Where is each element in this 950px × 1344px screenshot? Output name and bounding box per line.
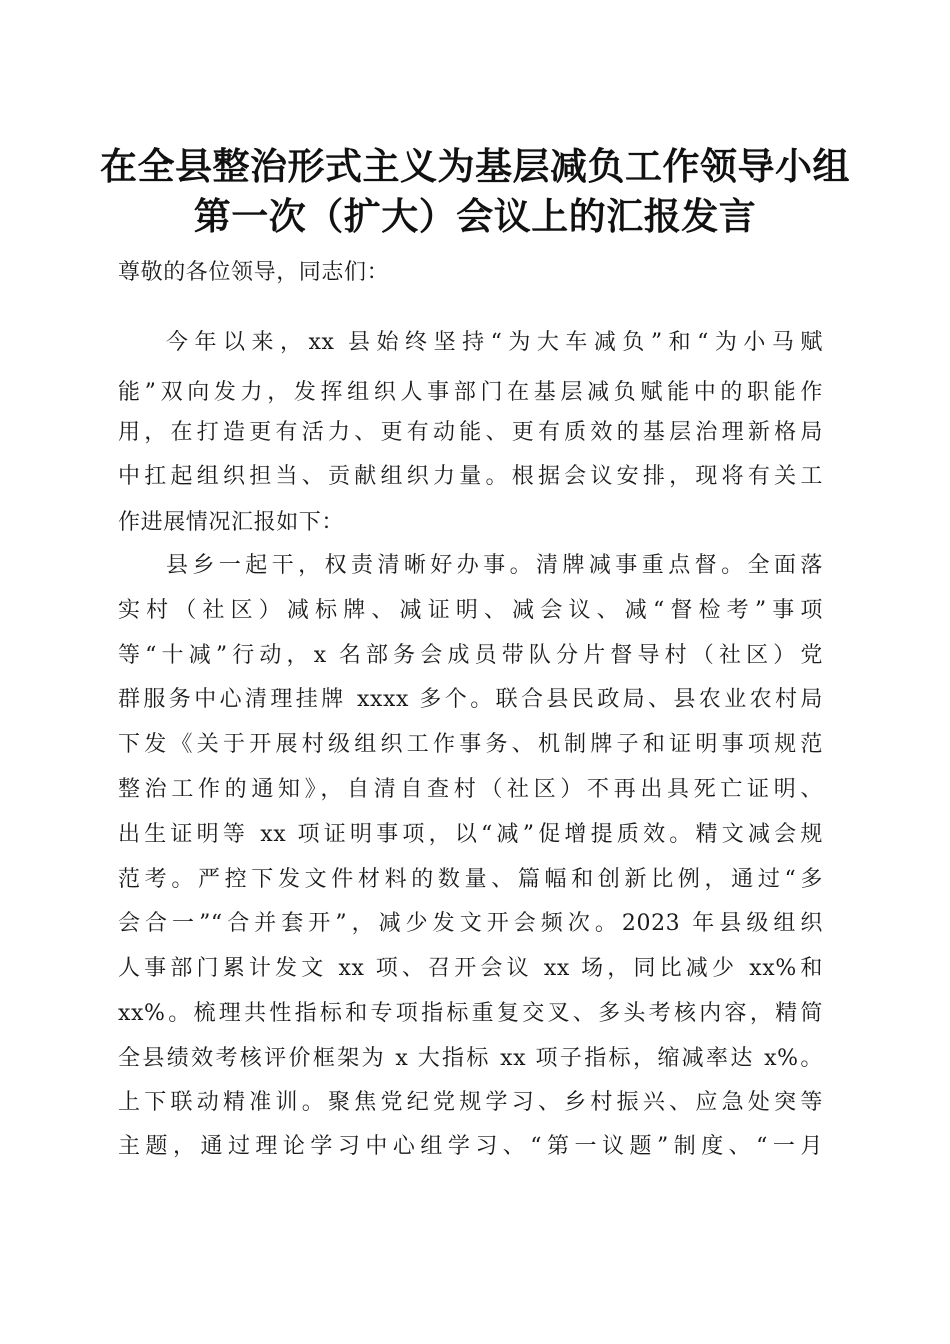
paragraph-line: 作进展情况汇报如下： <box>118 510 345 535</box>
paragraph-line: 上下联动精准训。聚焦党纪党规学习、乡村振兴、应急处突等 <box>118 1090 823 1115</box>
paragraph-line: 等“十减”行动，x 名部务会成员带队分片督导村（社区）党 <box>118 643 823 668</box>
paragraph-line: 人事部门累计发文 xx 项、召开会议 xx 场，同比减少 xx%和 <box>118 956 823 981</box>
paragraph-line: 下发《关于开展村级组织工作事务、机制牌子和证明事项规范 <box>118 732 823 757</box>
document-title-line-2: 第一次（扩大）会议上的汇报发言 <box>193 194 757 238</box>
paragraph-line: 整治工作的通知》，自清自查村（社区）不再出具死亡证明、 <box>118 777 823 802</box>
paragraph-line: xx%。梳理共性指标和专项指标重复交叉、多头考核内容，精简 <box>118 1001 823 1026</box>
paragraph-line: 会合一”“合并套开”，减少发文开会频次。2023 年县级组织 <box>118 911 823 936</box>
paragraph-line: 用，在打造更有活力、更有动能、更有质效的基层治理新格局 <box>118 420 823 445</box>
paragraph-line: 实村（社区）减标牌、减证明、减会议、减“督检考”事项 <box>118 598 823 623</box>
paragraph-line: 全县绩效考核评价框架为 x 大指标 xx 项子指标，缩减率达 x%。 <box>118 1046 823 1071</box>
paragraph-line: 县乡一起干，权责清晰好办事。清牌减事重点督。全面落 <box>166 553 823 578</box>
salutation: 尊敬的各位领导，同志们： <box>118 260 390 285</box>
paragraph-line: 范考。严控下发文件材料的数量、篇幅和创新比例，通过“多 <box>118 867 823 892</box>
paragraph-line: 中扛起组织担当、贡献组织力量。根据会议安排，现将有关工 <box>118 464 823 489</box>
paragraph-line: 群服务中心清理挂牌 xxxx 多个。联合县民政局、县农业农村局 <box>118 687 823 712</box>
document-title-line-1: 在全县整治形式主义为基层减负工作领导小组 <box>100 144 850 188</box>
paragraph-line: 出生证明等 xx 项证明事项，以“减”促增提质效。精文减会规 <box>118 822 823 847</box>
paragraph-line: 主题，通过理论学习中心组学习、“第一议题”制度、“一月 <box>118 1134 823 1159</box>
paragraph-line: 今年以来，xx 县始终坚持“为大车减负”和“为小马赋 <box>166 330 823 355</box>
paragraph-line: 能”双向发力，发挥组织人事部门在基层减负赋能中的职能作 <box>118 380 823 405</box>
